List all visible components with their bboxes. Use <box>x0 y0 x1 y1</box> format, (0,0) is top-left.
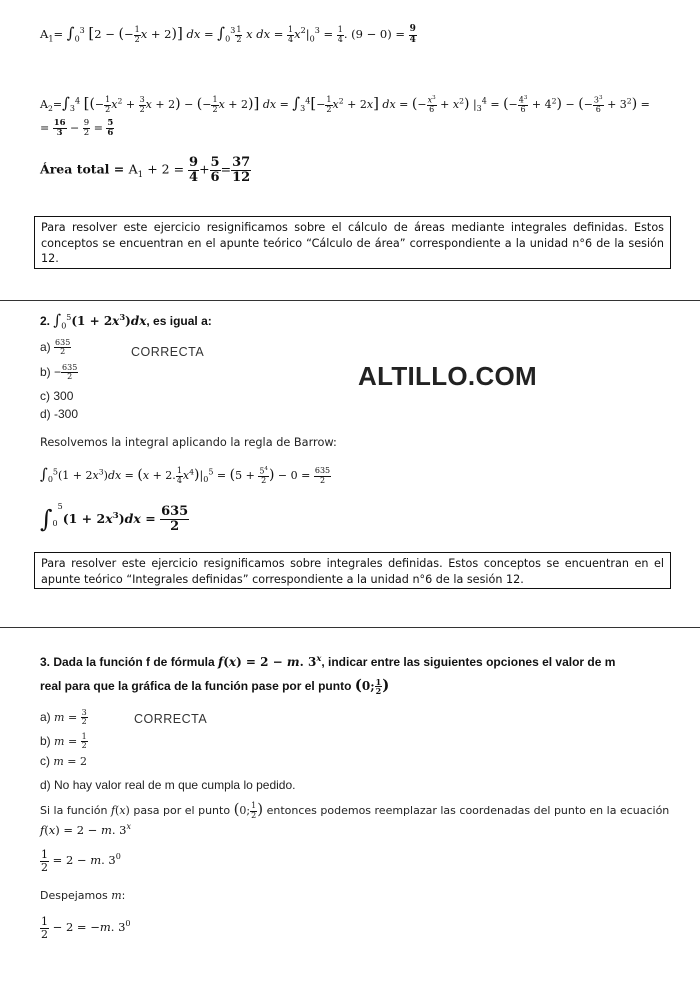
q1-note-box: Para resolver este ejercicio resignificamos sobre el cálculo de áreas mediante integrales definidas. Estos conceptos se encuentran en el apunte teórico “Cálculo de área” correspondiente a la unidad n°6 de la sesión 12. <box>34 216 671 269</box>
q3-option-b[interactable]: b) m = $\frac{1}{2}$ <box>40 732 87 751</box>
q2-barrow-equation: $\int_0^5(1 + 2x^3)dx = (x + 2$. $\frac{1}{4}$ $x^4)|_0^5 = (5$ + $\frac{5^4}{2}$ ) − 0 = $\frac{635}{2}$ <box>40 465 331 485</box>
q3-despejamos: Despejamos m: <box>40 889 126 902</box>
divider <box>0 300 700 301</box>
q2-option-c[interactable]: c) 300 <box>40 389 74 403</box>
q3-title-line2: real para que la gráfica de la función pase por el punto (0; $\frac{1}{2}$ ) <box>40 676 390 696</box>
q3-correct-label: CORRECTA <box>134 712 208 726</box>
q3-explanation: Si la función f(x) pasa por el punto (0; $\frac{1}{2}$ ) entonces podemos reemplazar las coordenadas del punto en la ecuación <box>40 800 670 820</box>
q3-substitution: $\frac{1}{2}$ = 2 − m. $3^0$ <box>41 848 121 874</box>
area-total: Área total = $A_1 + 2$ = $\frac{9}{4}$ + $\frac{5}{6}$ = $\frac{37}{12}$ <box>40 155 251 185</box>
q3-step: $\frac{1}{2}$ − 2 = −m. $3^0$ <box>41 915 131 941</box>
a1-equation: $A_1= \int_0^3$ [2 − (− $\frac{1}{2}$ x + 2)] dx = $\int_0^3$ $\frac{1}{2}$ x dx = $\frac{1}{4}$ $x^2|_0^3$ = $\frac{1}{4}$ . (9 − 0) = $\frac{9}{4}$ <box>40 24 416 45</box>
q2-correct-label: CORRECTA <box>131 345 205 359</box>
watermark-logo: ALTILLO.COM <box>358 361 538 391</box>
q2-option-d[interactable]: d) -300 <box>40 407 79 421</box>
a2-equation-line2: = $\frac{16}{3}$ − $\frac{9}{2}$ = $\frac{5}{6}$ <box>40 118 114 138</box>
q3-option-d[interactable]: d) No hay valor real de m que cumpla lo pedido. <box>40 778 296 792</box>
q2-note-box: Para resolver este ejercicio resignificamos sobre integrales definidas. Estos conceptos se encuentran en el apunte teórico “Integrales definidas” correspondiente a la unidad n°6 de la sesión 12. <box>34 552 671 589</box>
q2-intro: Resolvemos la integral aplicando la regla de Barrow: <box>40 436 337 449</box>
q2-option-b[interactable]: b) − $\frac{635}{2}$ <box>40 363 78 382</box>
q2-option-a[interactable]: a) $\frac{635}{2}$ <box>40 338 71 357</box>
q3-title-line1: 3. Dada la función f de fórmula f(x) = 2 − m. 3$^x$, indicar entre las siguientes opciones el valor de m <box>40 653 616 669</box>
divider <box>0 627 700 628</box>
q2-title: 2. $\int_0^5(1 + 2x^3)dx$, es igual a: <box>40 311 212 331</box>
q3-function: f(x) = 2 − m. 3$^x$ <box>40 822 132 837</box>
q3-option-a[interactable]: a) m = $\frac{3}{2}$ <box>40 708 87 727</box>
q3-option-c[interactable]: c) m = 2 <box>40 754 87 768</box>
a2-equation: $A_2=\int_3^4$ [(− $\frac{1}{2}$ $x^2$ + $\frac{3}{2}$ x + 2) − (− $\frac{1}{2}$ x + 2)] dx = $\int_3^4[-$ $\frac{1}{2}$ $x^2 + 2x$] dx = (− $\frac{x^3}{6}$ + $x^2$) $|_3^4$ = (− $\frac{4^3}{6}$ + $4^2$) − (− $\frac{3^3}{6}$ + $3^2$) = <box>40 94 650 114</box>
q2-result: $\int_0^5(1 + 2x^3)dx$ = $\frac{635}{2}$ <box>40 502 189 534</box>
